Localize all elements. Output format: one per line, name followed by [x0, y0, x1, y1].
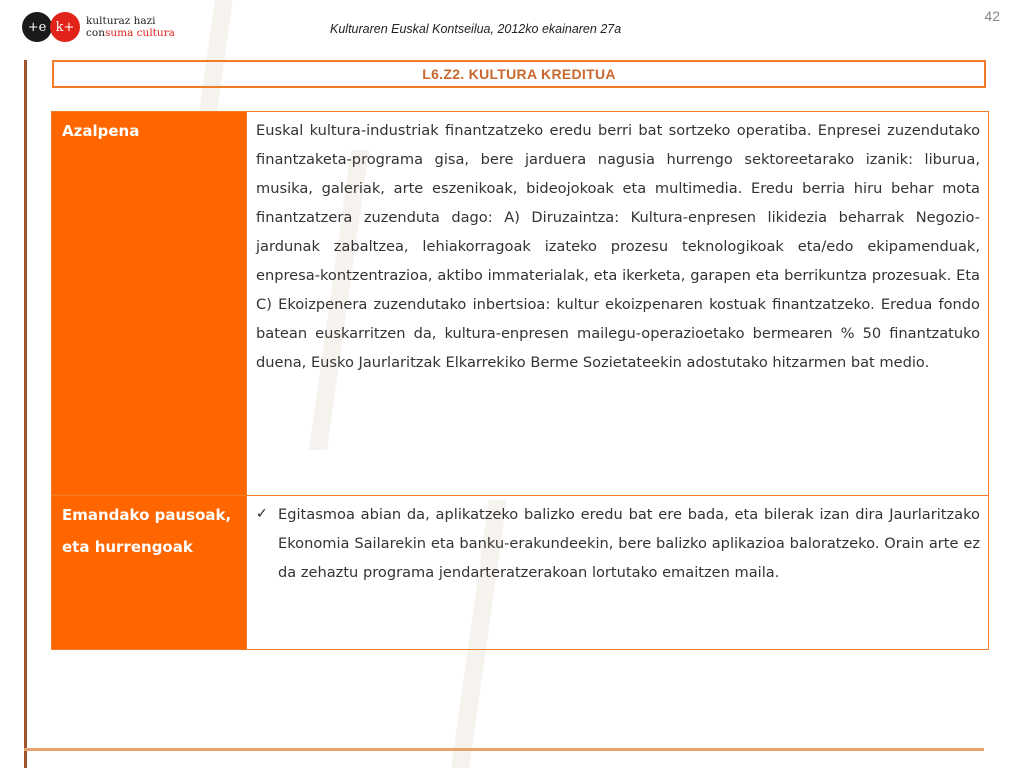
list-item [256, 500, 980, 587]
content-table [51, 111, 989, 650]
logo-line-2-accent: suma cultura [104, 27, 175, 39]
page-number: 42 [984, 8, 1000, 24]
row-label: Azalpena [52, 112, 247, 496]
row-text: Euskal kultura-industriak finantzatzeko eredu berri bat sortzeko operatiba. Enpresei zuzendutako finantzaketa-programa gisa, bere jarduera nagusia hurrengo sektoreetarako izanik: liburua, musika, galeriak, arte eszenikoak, bideojokoak eta multimedia. Eredu berria hiru behar mota finantzatzera zuzenduta dago: A) Diruzaintza: Kultura-enpresen likidezia beharrak Negozio-jardunak zabaltzea, lehiakorragoak izateko prozesu teknologikoak eta/edo ekipamenduak, enpresa-kontzentrazioa, aktibo immaterialak, eta ikerketa, garapen eta berrikuntza prozesuak. Eta C) Ekoizpenera zuzendutako inbertsioa: kultur ekoizpenaren kostuak finantzatzeko. Eredua fondo batean euskarritzen da, kultura-enpresen mailegu-operazioetako bermearen % 50 finantzatuko duena, Eusko Jaurlaritzak Elkarrekiko Berme Sozietateekin adostutako hitzarmen bat medio. [247, 112, 989, 496]
header-subtitle: Kulturaren Euskal Kontseilua, 2012ko ekainaren 27a [330, 22, 622, 36]
page-title: L6.Z2. KULTURA KREDITUA [422, 66, 616, 82]
row-label: Emandako pausoak, eta hurrengoak [52, 496, 247, 650]
logo-k-plus-icon: k+ [50, 12, 80, 42]
logo-line-1: kulturaz hazi [86, 15, 156, 27]
logo-plus-e-icon: +e [22, 12, 52, 42]
table-row [52, 112, 989, 496]
table-row [52, 496, 989, 650]
logo [22, 12, 175, 42]
checkmark-icon: ✓ [256, 506, 268, 522]
bottom-rule [24, 748, 984, 751]
logo-line-2 [86, 27, 175, 39]
row-body [247, 496, 989, 650]
title-box [52, 60, 986, 88]
logo-line-2-start: con [86, 27, 105, 39]
list-item-text: Egitasmoa abian da, aplikatzeko balizko eredu bat ere bada, eta bilerak izan dira Jaurlaritzako Ekonomia Sailarekin eta banku-erakundeekin, bere balizko aplikazioa baloratzeko. Orain arte ez da zehaztu programa jendarteratzerakoan lortutako emaitzen maila. [278, 506, 980, 581]
left-rule [24, 60, 27, 768]
logo-text [86, 15, 175, 39]
